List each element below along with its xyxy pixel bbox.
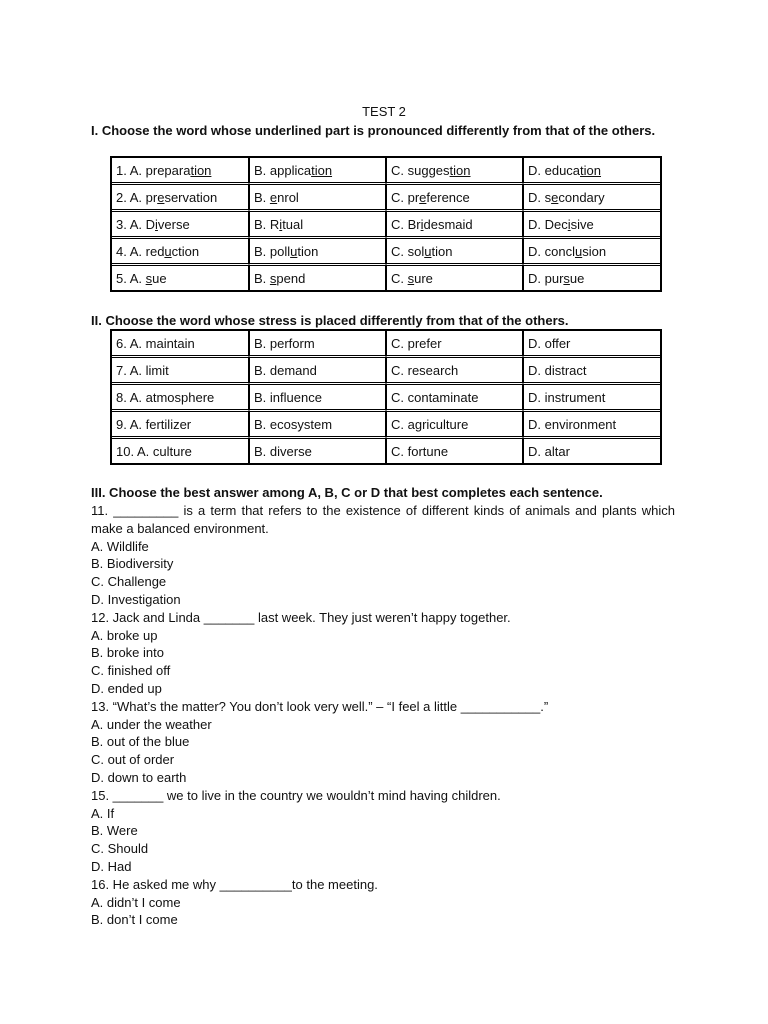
pronunciation-option xyxy=(523,158,660,185)
answer-option: C. out of order xyxy=(91,752,175,768)
underlined-part: u xyxy=(574,243,583,259)
pronunciation-table xyxy=(110,156,662,292)
answer-option: B. Biodiversity xyxy=(91,556,174,572)
underlined-part: i xyxy=(420,216,424,232)
answer-option: B. out of the blue xyxy=(91,734,190,750)
option-text-pre: D. Dec xyxy=(528,216,568,232)
stress-row xyxy=(112,439,660,463)
pronunciation-option xyxy=(249,185,386,212)
stress-option: D. distract xyxy=(523,358,660,385)
pronunciation-option xyxy=(523,239,660,266)
option-text-pre: C. sol xyxy=(391,243,425,259)
pronunciation-option xyxy=(249,266,386,290)
option-text-pre: D. s xyxy=(528,189,552,205)
stress-option: C. research xyxy=(386,358,523,385)
option-text-pre: 5. A. xyxy=(116,270,146,286)
stress-option: B. ecosystem xyxy=(249,412,386,439)
pronunciation-option xyxy=(249,212,386,239)
underlined-part: i xyxy=(567,216,571,232)
pronunciation-row xyxy=(112,239,660,266)
option-text-pre: B. poll xyxy=(254,243,291,259)
option-text-post: verse xyxy=(157,216,190,232)
answer-option: A. broke up xyxy=(91,627,158,643)
pronunciation-option xyxy=(249,158,386,185)
pronunciation-option xyxy=(112,239,249,266)
pronunciation-option xyxy=(249,239,386,266)
pronunciation-option xyxy=(112,185,249,212)
underlined-part: e xyxy=(551,189,559,205)
stress-option: D. environment xyxy=(523,412,660,439)
stress-option: 7. A. limit xyxy=(112,358,249,385)
option-text-post: ue xyxy=(569,270,585,286)
pronunciation-row xyxy=(112,266,660,290)
option-text-post: sive xyxy=(570,216,594,232)
answer-option: C. Challenge xyxy=(91,574,167,590)
stress-option: C. fortune xyxy=(386,439,523,463)
stress-option: D. offer xyxy=(523,331,660,358)
stress-option: 9. A. fertilizer xyxy=(112,412,249,439)
pronunciation-option xyxy=(386,158,523,185)
underlined-part: i xyxy=(279,216,283,232)
option-text-pre: D. educa xyxy=(528,162,581,178)
question-stem: 12. Jack and Linda _______ last week. They just weren’t happy together. xyxy=(91,609,511,625)
underlined-part: s xyxy=(145,270,153,286)
option-text-post: tion xyxy=(431,243,453,259)
stress-option: 10. A. culture xyxy=(112,439,249,463)
option-text-pre: B. R xyxy=(254,216,280,232)
stress-row xyxy=(112,412,660,439)
pronunciation-option xyxy=(523,212,660,239)
option-text-post: tion xyxy=(297,243,319,259)
pronunciation-option xyxy=(112,266,249,290)
stress-option: 8. A. atmosphere xyxy=(112,385,249,412)
pronunciation-option xyxy=(386,266,523,290)
section-2-heading: II. Choose the word whose stress is placed differently from that of the others. xyxy=(91,313,569,328)
question-stem: 16. He asked me why __________to the meeting. xyxy=(91,876,378,892)
question-stem: 13. “What’s the matter? You don’t look very well.” – “I feel a little ___________.” xyxy=(91,698,549,714)
answer-option: A. under the weather xyxy=(91,716,212,732)
underlined-part: s xyxy=(407,270,415,286)
answer-option: D. down to earth xyxy=(91,769,187,785)
option-text-post: servation xyxy=(164,189,218,205)
question-stem: 15. _______ we to live in the country we wouldn’t mind having children. xyxy=(91,787,501,803)
stress-option: C. prefer xyxy=(386,331,523,358)
answer-option: D. ended up xyxy=(91,680,162,696)
section-1-heading: I. Choose the word whose underlined part is pronounced differently from that of the others. xyxy=(91,123,656,138)
stress-option: 6. A. maintain xyxy=(112,331,249,358)
underlined-part: s xyxy=(563,270,570,286)
answer-option: A. Wildlife xyxy=(91,538,149,554)
option-text-pre: B. xyxy=(254,189,270,205)
underlined-part: u xyxy=(164,243,172,259)
stress-row xyxy=(112,385,660,412)
option-text-post: pend xyxy=(276,270,306,286)
option-text-pre: B. xyxy=(254,270,270,286)
stress-option: B. perform xyxy=(249,331,386,358)
underlined-part: tion xyxy=(580,162,602,178)
stress-row xyxy=(112,358,660,385)
stress-option: D. instrument xyxy=(523,385,660,412)
underlined-part: e xyxy=(269,189,278,205)
option-text-pre: 3. A. D xyxy=(116,216,156,232)
option-text-pre: 2. A. pr xyxy=(116,189,158,205)
stress-table xyxy=(110,329,662,465)
option-text-post: ference xyxy=(426,189,470,205)
pronunciation-option xyxy=(112,158,249,185)
pronunciation-option xyxy=(523,185,660,212)
pronunciation-row xyxy=(112,158,660,185)
pronunciation-row xyxy=(112,212,660,239)
question-list xyxy=(91,502,675,929)
answer-option: B. don’t I come xyxy=(91,912,178,928)
stress-option: B. diverse xyxy=(249,439,386,463)
stress-option: D. altar xyxy=(523,439,660,463)
answer-option: D. Investigation xyxy=(91,591,181,607)
section-3-heading: III. Choose the best answer among A, B, C or D that best completes each sentence. xyxy=(91,485,603,500)
stress-option: C. contaminate xyxy=(386,385,523,412)
option-text-pre: D. concl xyxy=(528,243,575,259)
test-title: TEST 2 xyxy=(362,104,406,119)
underlined-part: e xyxy=(419,189,427,205)
underlined-part: u xyxy=(290,243,298,259)
option-text-pre: 4. A. red xyxy=(116,243,165,259)
option-text-pre: D. pur xyxy=(528,270,564,286)
pronunciation-row xyxy=(112,185,660,212)
option-text-pre: B. applica xyxy=(254,162,312,178)
underlined-part: u xyxy=(424,243,432,259)
underlined-part: i xyxy=(155,216,158,232)
option-text-post: sion xyxy=(582,243,607,259)
stress-option: B. influence xyxy=(249,385,386,412)
option-text-post: nrol xyxy=(277,189,299,205)
pronunciation-option xyxy=(386,185,523,212)
option-text-post: tual xyxy=(282,216,304,232)
pronunciation-option xyxy=(523,266,660,290)
answer-option: B. broke into xyxy=(91,645,164,661)
answer-option: D. Had xyxy=(91,858,132,874)
answer-option: A. didn’t I come xyxy=(91,894,181,910)
pronunciation-option xyxy=(386,212,523,239)
pronunciation-option xyxy=(386,239,523,266)
option-text-pre: C. pr xyxy=(391,189,420,205)
option-text-post: ure xyxy=(414,270,433,286)
underlined-part: tion xyxy=(449,162,471,178)
option-text-post: ction xyxy=(171,243,200,259)
option-text-post: condary xyxy=(558,189,605,205)
option-text-post: desmaid xyxy=(423,216,473,232)
option-text-pre: C. Br xyxy=(391,216,421,232)
underlined-part: tion xyxy=(190,162,212,178)
stress-row xyxy=(112,331,660,358)
underlined-part: tion xyxy=(311,162,333,178)
underlined-part: e xyxy=(157,189,165,205)
answer-option: C. Should xyxy=(91,841,149,857)
underlined-part: s xyxy=(269,270,277,286)
option-text-pre: C. sugges xyxy=(391,162,450,178)
answer-option: C. finished off xyxy=(91,663,171,679)
option-text-pre: C. xyxy=(391,270,408,286)
stress-option: B. demand xyxy=(249,358,386,385)
stress-option: C. agriculture xyxy=(386,412,523,439)
question-stem: 11. _________ is a term that refers to the existence of different kinds of animals and plants which make a balanced environment. xyxy=(91,503,675,536)
pronunciation-option xyxy=(112,212,249,239)
option-text-post: ue xyxy=(152,270,167,286)
option-text-pre: 1. A. prepara xyxy=(116,162,191,178)
answer-option: A. If xyxy=(91,805,115,821)
answer-option: B. Were xyxy=(91,823,138,839)
